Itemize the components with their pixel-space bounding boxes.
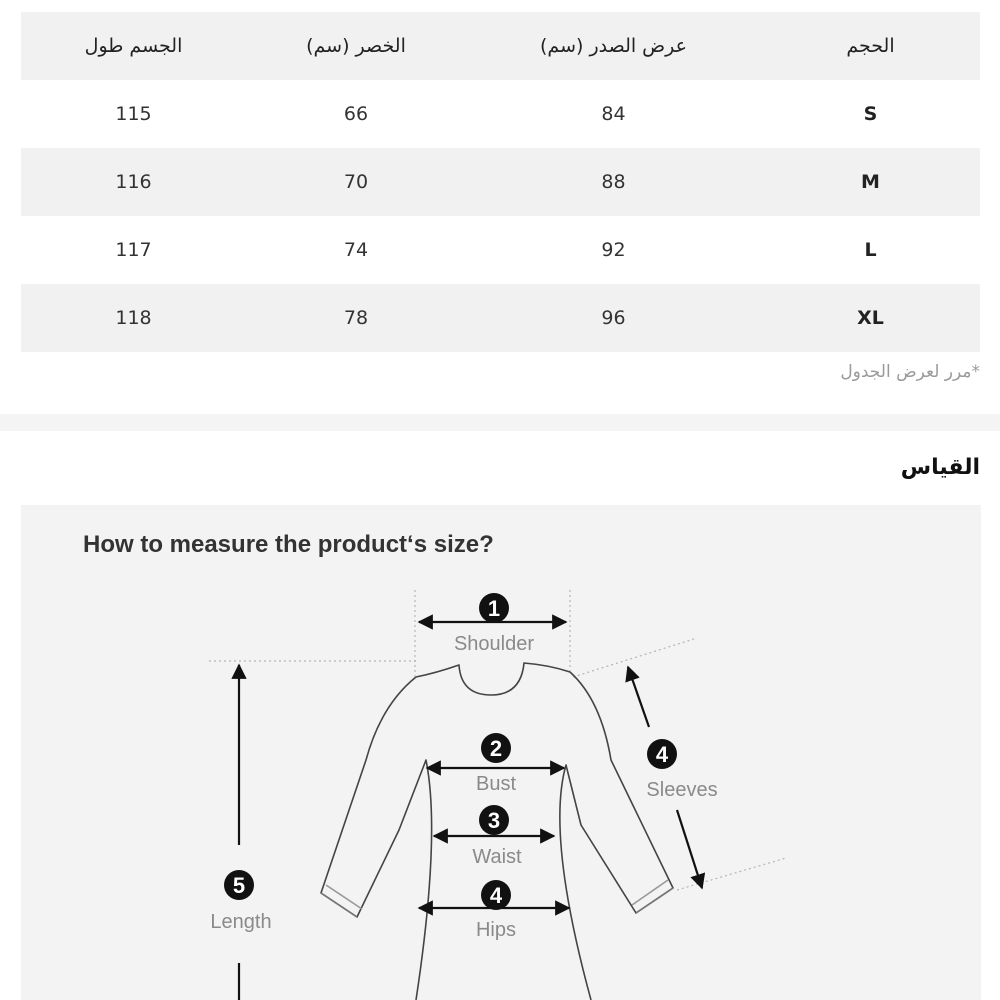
cell-size: S (863, 103, 878, 125)
badge-waist-num: 3 (487, 808, 501, 833)
badge-bust-num: 2 (489, 736, 503, 761)
label-hips-text: Hips (475, 919, 517, 941)
table-row (21, 216, 980, 284)
measure-section-title: القياس (900, 455, 980, 480)
badge-shoulder-num: 1 (487, 596, 501, 621)
cell-body-length: 118 (21, 284, 246, 352)
label-sleeves (646, 739, 717, 801)
cell-size: XL (761, 284, 980, 352)
size-table (21, 12, 980, 352)
table-row (21, 148, 980, 216)
cell-body-length: 115 (115, 103, 152, 125)
label-bust (476, 733, 516, 795)
cell-body-length: 116 (21, 148, 246, 216)
cell-waist: 74 (343, 239, 369, 261)
cell-bust: 84 (601, 103, 626, 125)
cell-size: L (864, 239, 877, 261)
cell-bust: 88 (466, 148, 761, 216)
cell-waist: 66 (343, 103, 369, 125)
table-header-row (21, 12, 980, 80)
label-shoulder-text: Shoulder (453, 633, 535, 655)
header-body-length: الجسم طول (21, 12, 246, 80)
badge-hips-num: 4 (489, 883, 503, 908)
measure-arrows (239, 622, 702, 1000)
garment-diagram (21, 505, 981, 1000)
label-bust-text: Bust (475, 773, 517, 795)
cell-bust: 96 (466, 284, 761, 352)
cell-waist: 70 (246, 148, 466, 216)
cell-bust: 92 (601, 239, 626, 261)
cell-body-length: 117 (115, 239, 152, 261)
section-divider (0, 414, 1000, 431)
scroll-hint: *مرر لعرض الجدول (840, 362, 980, 382)
badge-length-num: 5 (232, 873, 246, 898)
label-length (210, 870, 271, 933)
label-shoulder (454, 593, 534, 655)
guide-title: How to measure the product‘s size? (83, 531, 494, 558)
label-sleeves-text: Sleeves (646, 779, 718, 801)
label-length-text: Length (210, 911, 272, 933)
label-hips (476, 880, 516, 941)
header-waist: الخصر (سم) (246, 12, 466, 80)
table-row (21, 284, 980, 352)
cell-size: M (761, 148, 980, 216)
label-waist-text: Waist (472, 846, 522, 868)
header-size: الحجم (761, 12, 980, 80)
badge-sleeves-num: 4 (655, 742, 669, 767)
header-bust: عرض الصدر (سم) (466, 12, 761, 80)
cell-waist: 78 (246, 284, 466, 352)
measure-guide-image (21, 505, 981, 1000)
table-row (21, 80, 980, 148)
